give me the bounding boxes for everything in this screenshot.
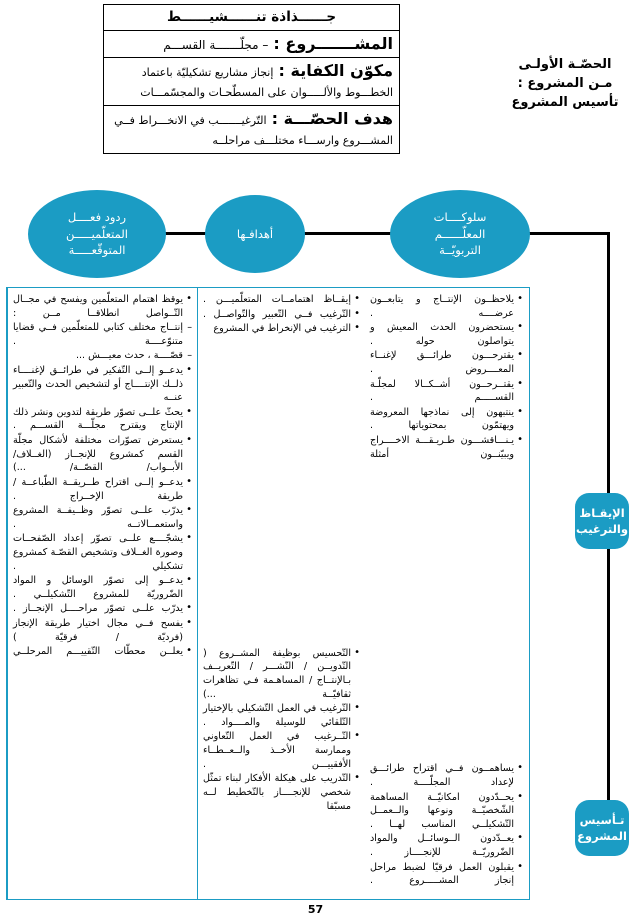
list-item: • التّرغيب في العمل التّشكيلي بالإختيار التّلقائي للوسيلة والمــــواد . bbox=[203, 702, 360, 729]
session-heading-line2: مـن المشروع : bbox=[517, 75, 613, 91]
list-item: • يدعــو إلــى اقتراح طــريقــة الطّباعــة / طريقة الإخــراج . bbox=[13, 476, 192, 503]
session-heading-line1: الحصّـة الأولـى bbox=[518, 57, 612, 72]
list-item: • يدرّب علــى تصوّر وظــيفــة المشروع واستعمــالاتــه . bbox=[13, 504, 192, 531]
list-item: • التّــرغيب في العمل التّعاوني وممارسة الأخــذ والــعــطــاء الأفقييـــن . bbox=[203, 730, 360, 771]
list-item: • يحثّ علــى تصوّر طريقة لتدوين ونشر ذلك الإنتاج ويقترح مجلّـــة القســـم . bbox=[13, 406, 192, 433]
side-tab-founding-line1: تـأسيس bbox=[579, 812, 625, 827]
session-heading-line3: تأسيس المشروع bbox=[511, 94, 619, 110]
info-label-objective: هدف الحصّـــة : bbox=[271, 108, 393, 128]
list-teacher-behaviour bbox=[13, 293, 192, 659]
oval-teacher-behaviour[interactable] bbox=[390, 190, 530, 278]
content-columns bbox=[6, 287, 530, 900]
aims-column-spacer bbox=[203, 337, 360, 647]
list-item: • يـنـــاقشـــون طـريـقـــة الاخــــراج ويبيّنــون أمثلة bbox=[370, 434, 523, 461]
list-aims-bottom bbox=[203, 647, 360, 813]
connector-behaviour-to-spine bbox=[520, 232, 610, 235]
lesson-info-table bbox=[103, 4, 400, 154]
list-item: • يقبلون العمل فرقيّا لضبط مراحل إنجاز المشـــــروع . bbox=[370, 861, 523, 888]
list-item: • التّدريب على هيكلة الأفكار لبناء تمثّل شخصي للإنجــــاز بالتّخطيط لــه مسبّقا bbox=[203, 772, 360, 813]
list-item: • يساهمــون فــي اقتراح طرائـــق لإعداد المجلّــــة . bbox=[370, 762, 523, 789]
session-heading bbox=[505, 56, 625, 113]
oval-aims-line1: أهدافـها bbox=[236, 226, 274, 241]
list-item: • يدرّب علــى تصوّر مراحــــل الإنجــاز . bbox=[13, 602, 192, 616]
list-item: • الترغيب في الإنخراط في المشروع bbox=[203, 322, 360, 336]
list-item: • يلاحظــون الإنتــاج و يتابعــون عرضــــه . bbox=[370, 293, 523, 320]
connector-oval-reactions-aims bbox=[158, 232, 212, 235]
column-aims bbox=[197, 288, 365, 899]
page-number: 57 bbox=[307, 903, 324, 916]
oval-learner-reactions-line1: ردود فعــــل bbox=[67, 209, 127, 224]
column-learner-reactions bbox=[365, 288, 528, 899]
side-tab-awakening-line2: والترغيب bbox=[576, 522, 628, 536]
list-aims-top bbox=[203, 293, 360, 336]
info-label-project: المشـــــــروع : bbox=[273, 34, 393, 53]
oval-teacher-behaviour-line2: المعلّــــــم bbox=[434, 226, 486, 241]
oval-learner-reactions-line3: المتوقّعـــــة bbox=[68, 243, 126, 258]
oval-learner-reactions[interactable] bbox=[28, 190, 166, 278]
info-row-objective bbox=[104, 106, 399, 153]
info-text-competency: إنجاز مشاريع تشكيليّة باعتماد الخطـــوط والألـــــوان على المسطّحـات والمجسّمـــات bbox=[140, 66, 393, 100]
list-item: • ينتبهون إلى نماذجها المعروضة ويهتمّون بمحتوياتها . bbox=[370, 406, 523, 433]
oval-learner-reactions-line2: المتعلّميـــــن bbox=[66, 226, 128, 241]
reactions-column-spacer bbox=[370, 462, 523, 762]
list-item: • يقترحـــون طرائـــق لإغنــاء المعــــروض . bbox=[370, 349, 523, 376]
list-item: • إيقــاظ اهتمامــات المتعلّميـــن . bbox=[203, 293, 360, 307]
info-label-competency: مكوّن الكفاية : bbox=[278, 61, 393, 81]
list-item: • يدعــو إلى تصوّر الوسائل و المواد الضّروريّة للمشروع التّشكيلــي . bbox=[13, 574, 192, 601]
list-reactions-top bbox=[370, 293, 523, 461]
list-item: • التّرغيب فــي التّعبير والتّواصــل . bbox=[203, 308, 360, 322]
info-row-project bbox=[104, 31, 399, 58]
info-text-project: – مجلّـــــــة القســـم bbox=[163, 38, 269, 52]
list-item: • يستعرض تصوّرات مختلفة لأشكال مجلّة القسم كمشروع للإنجــاز (الغــلاف/الأبــواب/ القصّــة/ ...) bbox=[13, 434, 192, 475]
list-reactions-bottom bbox=[370, 762, 523, 887]
oval-aims[interactable] bbox=[205, 195, 305, 273]
list-item: • يعلــن محطّات التّقييـــم المرحلــي bbox=[13, 645, 192, 659]
side-tab-founding-line2: المشروع bbox=[577, 829, 627, 843]
list-item: • يحــدّدون امكانيّــة المساهمة الشّخصيّــة ونوعها والــعمــل التّشكيلــي المناسب لهــا . bbox=[370, 791, 523, 832]
column-teacher-behaviour bbox=[7, 288, 197, 899]
list-item: • يستحضرون الحدث المعيش و يتواصلون حوله . bbox=[370, 321, 523, 348]
info-text-objective: التّرغيـــــــب في الانخـــراط فــي المشـــروع وارســـاء مختلـــف مراحلــه bbox=[114, 113, 393, 147]
list-item: • يدعــو إلــى التّفكير في طرائــق لإغنــــاء ذلــك الإنتــــاج أو لتشخيص الحدث والتّعبير عنــه bbox=[13, 364, 192, 405]
list-item: • يعــدّدون الــوسائــل والمواد الضّروريّــة للإنجــــاز . bbox=[370, 832, 523, 859]
connector-oval-aims-behaviour bbox=[298, 232, 398, 235]
list-item: • التّحسيس بوظيفة المشــروع ( التّدويــن / النّشـــر / التّعريــف بـالإنتــاج / المساهـمة فـي تظاهرات ثقافيّــة ...) bbox=[203, 647, 360, 701]
oval-teacher-behaviour-line1: سلوكــــات bbox=[433, 209, 487, 224]
list-item: • يفسح فــي مجال اختيار طريقة الإنجاز (فرديّة / فرقيّة ) bbox=[13, 617, 192, 644]
list-item: • يوقظ اهتمام المتعلّمين ويفسح في مجــال التّــواصل انطلاقــا مــن : bbox=[13, 293, 192, 320]
list-item: • يقتــرحــون أشــكــالا لمجلّـة القســـــم . bbox=[370, 378, 523, 405]
list-item: • يشجّــــع علــى تصوّر إعداد الصّفحــات وصورة الغــلاف وتشخيص القصّـة كمشروع تشكيلي . bbox=[13, 532, 192, 573]
side-tab-awakening[interactable] bbox=[575, 493, 629, 549]
list-item: – قصّــــة ، حدث معيـــش ... bbox=[13, 349, 192, 363]
info-table-title: جــــــذاذة تنــــــشيــــــط bbox=[104, 5, 399, 31]
oval-teacher-behaviour-line3: التربويّــة bbox=[439, 243, 481, 258]
list-item: – إنتــاج مختلف كتابي للمتعلّمين فــي قضايا متنوّعــــة . bbox=[13, 321, 192, 348]
side-tab-awakening-line1: الإيقـاظ bbox=[579, 505, 625, 520]
info-row-competency bbox=[104, 58, 399, 106]
side-tab-founding[interactable] bbox=[575, 800, 629, 856]
